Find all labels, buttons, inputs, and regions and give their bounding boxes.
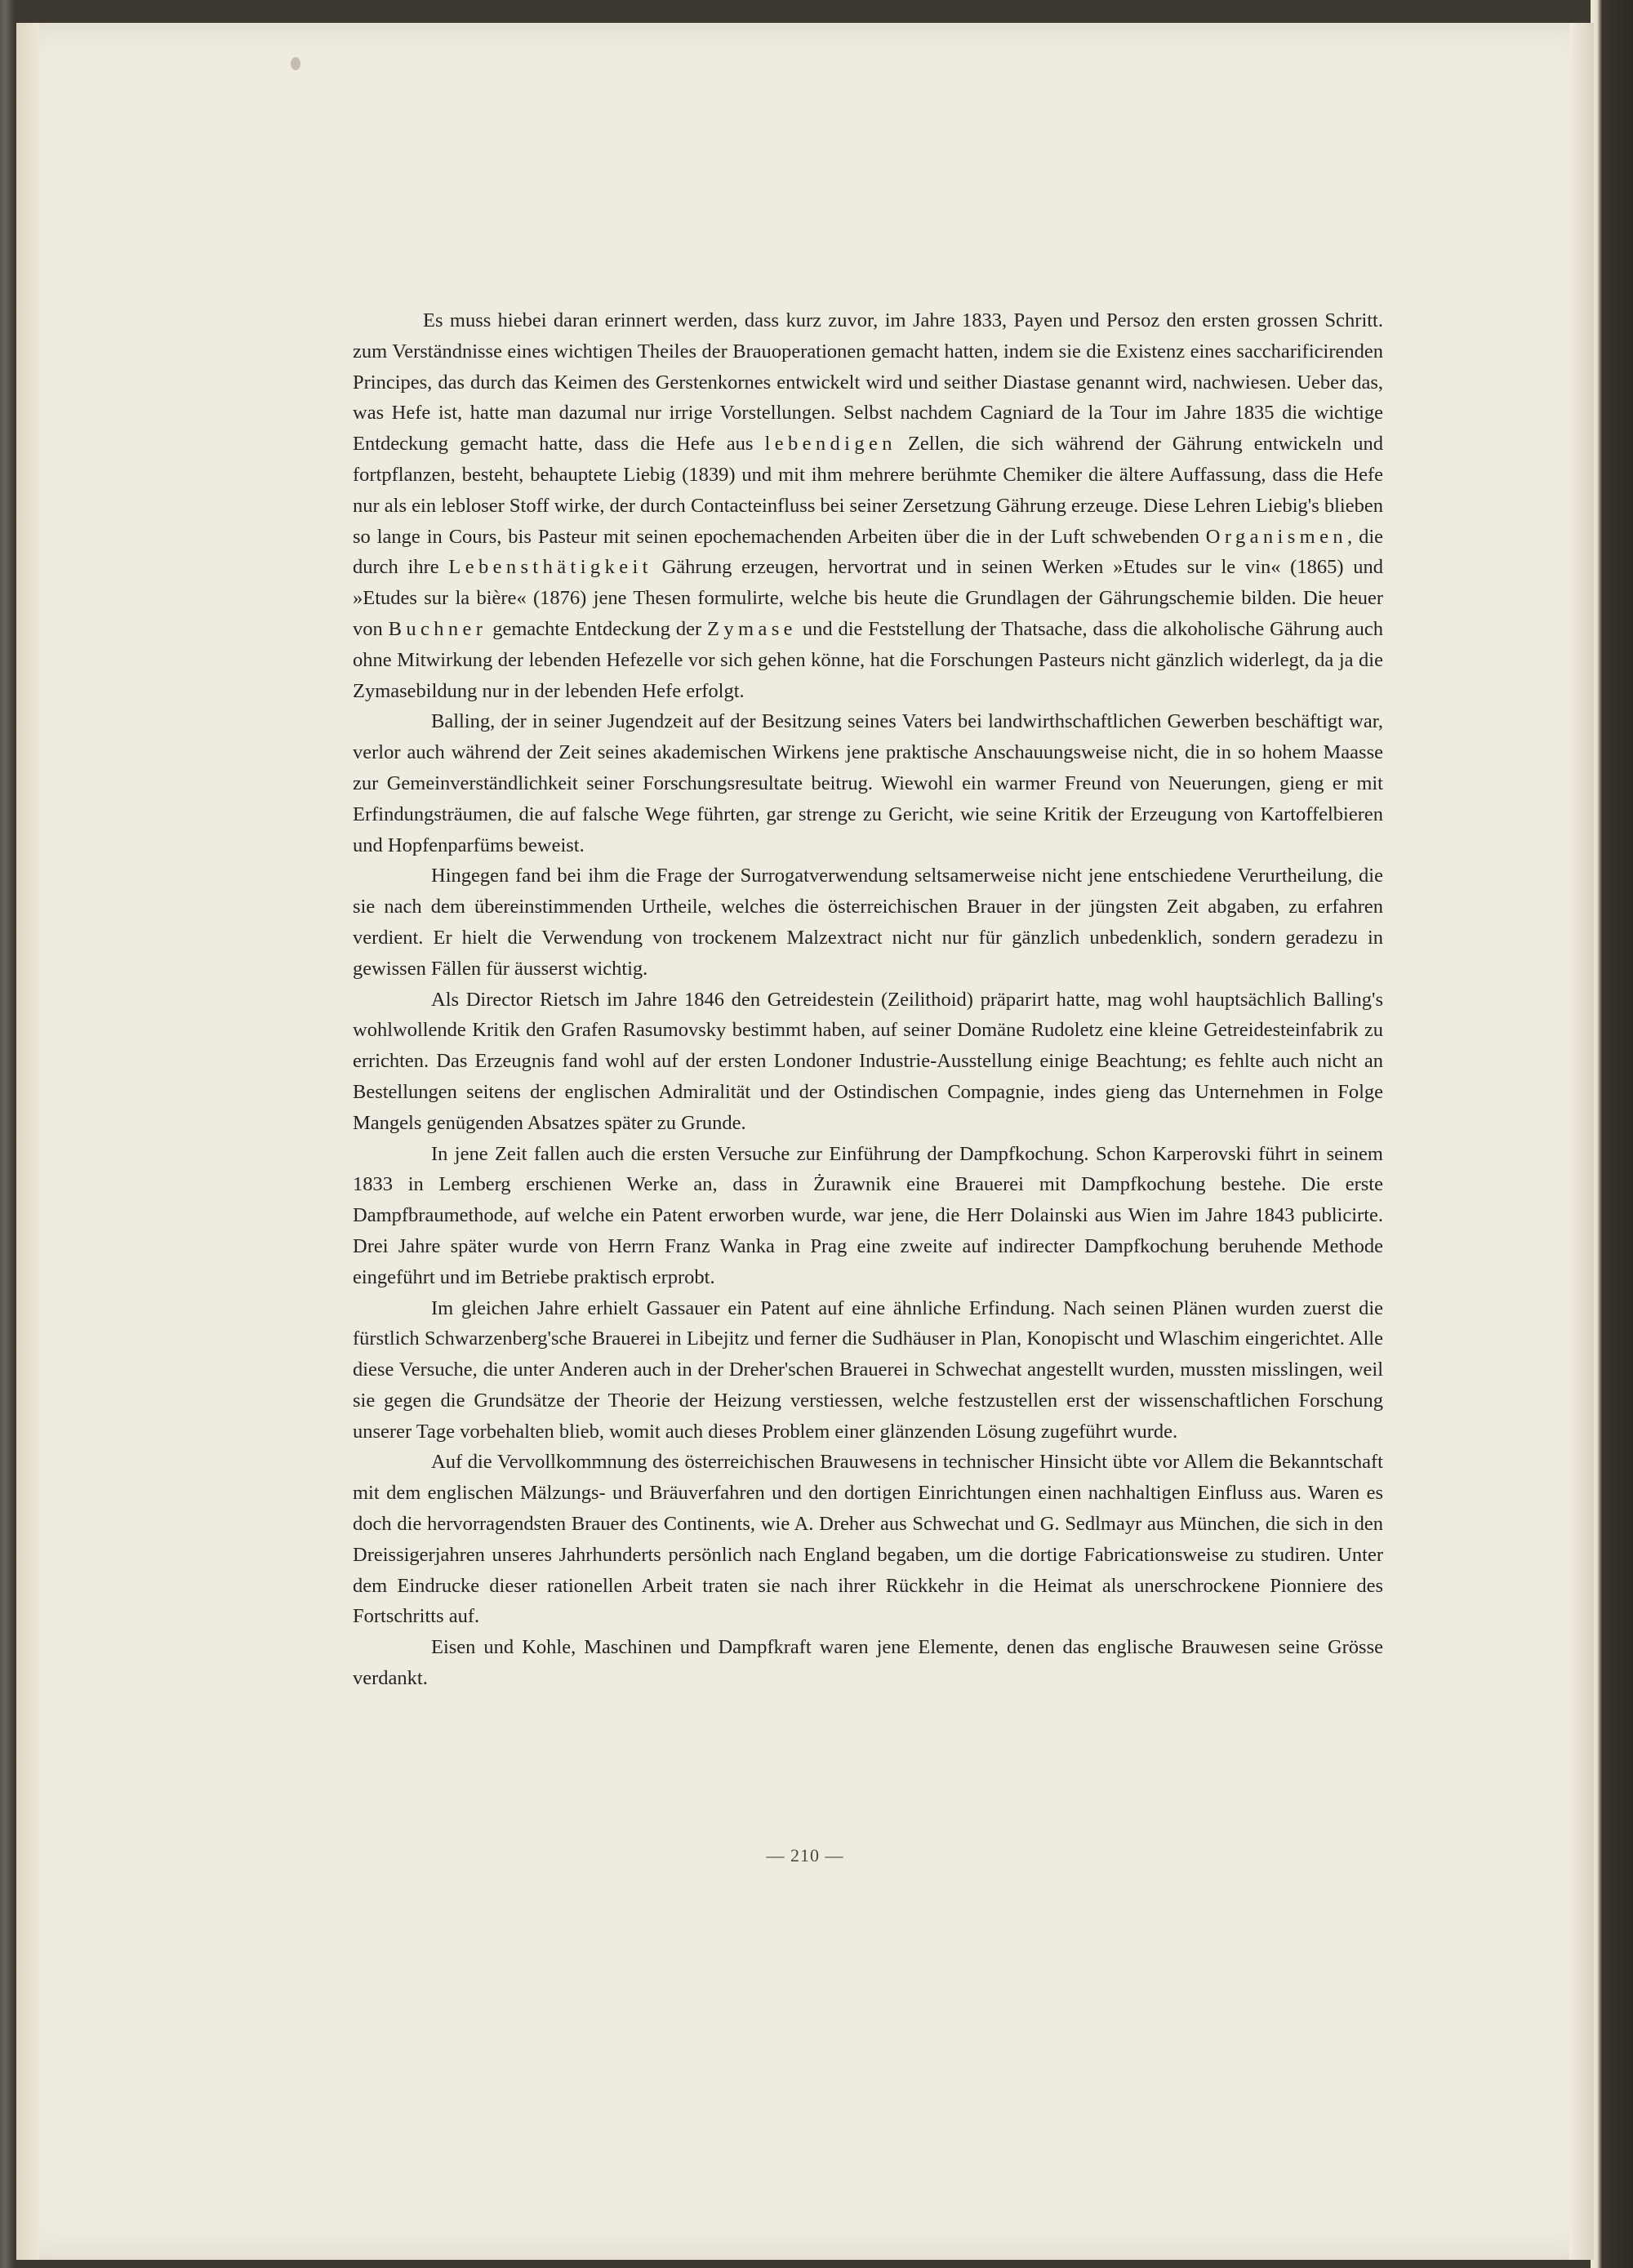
paragraph-2: Balling, der in seiner Jugendzeit auf der Besitzung seines Vaters bei landwirthschaftlichen Gewerben beschäftigt war, verlor auch während der Zeit seines akademischen Wirkens jene praktische Anschauungsweise nicht, die in so hohem Maasse zur Gemeinverständlichkeit seiner Forschungsresultate beitrug. Wiewohl ein warmer Freund von Neuerungen, gieng er mit Erfindungsträumen, die auf falsche Wege führten, gar strenge zu Gericht, wie seine Kritik der Erzeugung von Kartoffelbieren und Hopfenparfüms beweist.	[353, 710, 1383, 856]
paragraph-6: Im gleichen Jahre erhielt Gassauer ein Patent auf eine ähnliche Erfindung. Nach seinen Plänen wurden zuerst die fürstlich Schwarzenberg'sche Brauerei in Libejitz und ferner die Sudhäuser in Plan, Konopischt und Wlaschim eingerichtet. Alle diese Versuche, die unter Anderen auch in der Dreher'schen Brauerei in Schwechat angestellt wurden, mussten misslingen, weil sie gegen die Grundsätze der Theorie der Heizung verstiessen, welche festzustellen erst der wissenschaftlichen Forschung unserer Tage vorbehalten blieb, womit auch dieses Problem einer glänzenden Lösung zugeführt wurde.	[353, 1296, 1383, 1443]
page-number: — 210 —	[766, 1845, 844, 1866]
emphasis-lebensthaetigkeit: Lebensthätigkeit	[448, 556, 652, 579]
paragraph-7: Auf die Vervollkommnung des österreichischen Brauwesens in technischer Hinsicht übte vor Allem die Bekanntschaft mit dem englischen Mälzungs- und Bräuverfahren und den dortigen Einrichtungen einen nachhaltigen Einfluss aus. Waren es doch die hervorragendsten Brauer des Continents, wie A. Dreher aus Schwechat und G. Sedlmayr aus München, die sich in den Dreissigerjahren unseres Jahrhunderts persönlich nach England begaben, um die dortige Fabricationsweise zu studiren. Unter dem Eindrucke dieser rationellen Arbeit traten sie nach ihrer Rückkehr in die Heimat als unerschrockene Pionniere des Fortschritts auf.	[353, 1451, 1383, 1628]
emphasis-organismen: Organismen	[1205, 525, 1347, 548]
emphasis-buchner: Buchner	[388, 617, 487, 640]
emphasis-lebendigen: lebendigen	[764, 433, 897, 456]
book-page	[16, 23, 1594, 2260]
paragraph-5: In jene Zeit fallen auch die ersten Versuche zur Einführung der Dampfkochung. Schon Karperovski führt in seinem 1833 in Lemberg erschienen Werke an, dass in Żurawnik eine Brauerei mit Dampfkochung bestehe. Die erste Dampfbraumethode, auf welche ein Patent erworben wurde, war jene, die Herr Dolainski aus Wien im Jahre 1843 publicirte. Drei Jahre später wurde von Herrn Franz Wanka in Prag eine zweite auf indirecter Dampfkochung beruhende Methode eingeführt und im Betriebe praktisch erprobt.	[353, 1142, 1383, 1288]
page-gutter-shadow	[1569, 23, 1594, 2260]
emphasis-zymase: Zymase	[707, 617, 797, 640]
paragraph-1: Es muss hiebei daran erinnert werden, dass kurz zuvor, im Jahre 1833, Payen und Persoz den ersten grossen Schritt. zum Verständnisse eines wichtigen Theiles der Brauoperationen gemacht hatten, indem sie die Existenz eines saccharificirenden Principes, das durch das Keimen des Gerstenkornes entwickelt wird und seither Diastase genannt wird, nachwiesen. Ueber das, was Hefe ist, hatte man dazumal nur irrige Vorstellungen. Selbst nachdem Cagniard de la Tour im Jahre 1835 die wichtige Entdeckung gemacht hatte, dass die Hefe aus lebendigen Zellen, die sich während der Gährung entwickeln und fortpflanzen, besteht, behauptete Liebig (1839) und mit ihm mehrere berühmte Chemiker die ältere Auffassung, dass die Hefe nur als ein lebloser Stoff wirke, der durch Contacteinfluss bei seiner Zersetzung Gährung erzeuge. Diese Lehren Liebig's blieben so lange in Cours, bis Pasteur mit seinen epochemachenden Arbeiten über die in der Luft schwebenden Organismen, die durch ihre Lebensthätigkeit Gährung erzeugen, hervortrat und in seinen Werken »Etudes sur le vin« (1865) und »Etudes sur la bière« (1876) jene Thesen formulirte, welche bis heute die Grundlagen der Gährungschemie bilden. Die heuer von Buchner gemachte Entdeckung der Zymase und die Feststellung der Thatsache, dass die alkoholische Gährung auch ohne Mitwirkung der lebenden Hefezelle vor sich gehen könne, hat die Forschungen Pasteurs nicht gänzlich widerlegt, da ja die Zymasebildung nur in der lebenden Hefe erfolgt.	[353, 309, 1383, 702]
paragraph-8: Eisen und Kohle, Maschinen und Dampfkraft waren jene Elemente, denen das englische Brauwesen seine Grösse verdankt.	[353, 1636, 1383, 1690]
paper-spot	[291, 57, 300, 70]
next-page-edge	[1591, 0, 1633, 2268]
body-text	[353, 305, 1383, 1694]
page-left-edge	[16, 23, 39, 2260]
paragraph-4: Als Director Rietsch im Jahre 1846 den Getreidestein (Zeilithoid) präparirt hatte, mag wohl hauptsächlich Balling's wohlwollende Kritik den Grafen Rasumovsky bestimmt haben, auf seiner Domäne Rudoletz eine kleine Getreidesteinfabrik zu errichten. Das Erzeugnis fand wohl auf der ersten Londoner Industrie-Ausstellung einige Beachtung; es fehlte auch nicht an Bestellungen seitens der englischen Admiralität und der Ostindischen Compagnie, indes gieng das Unternehmen in Folge Mangels genügenden Absatzes später zu Grunde.	[353, 988, 1383, 1134]
paragraph-3: Hingegen fand bei ihm die Frage der Surrogatverwendung seltsamerweise nicht jene entschiedene Verurtheilung, die sie nach dem übereinstimmenden Urtheile, welches die österreichischen Brauer in der jüngsten Zeit abgaben, zu erfahren verdient. Er hielt die Verwendung von trockenem Malzextract nicht nur für gänzlich unbedenklich, sondern geradezu in gewissen Fällen für äusserst wichtig.	[353, 865, 1383, 980]
